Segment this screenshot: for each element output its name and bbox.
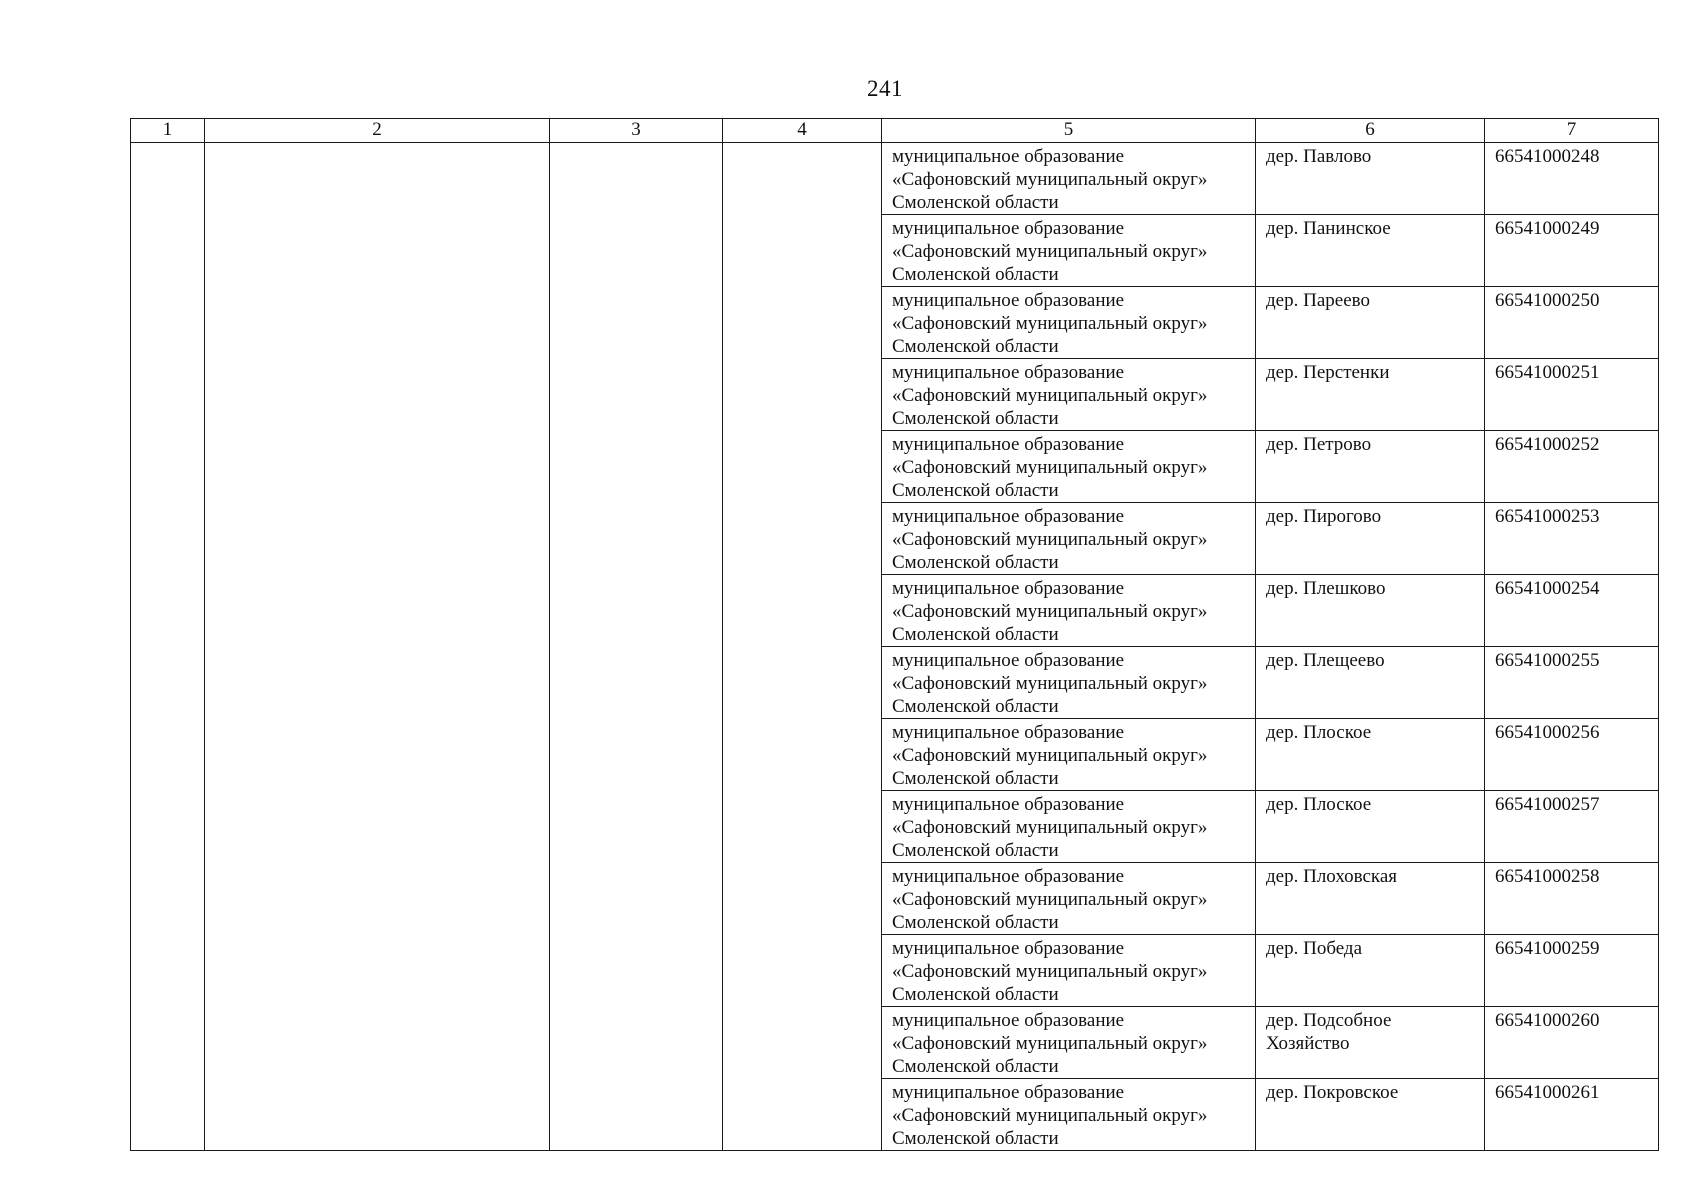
municipality-cell: [882, 575, 1256, 647]
code-cell: [1485, 503, 1659, 575]
municipality-cell: [882, 287, 1256, 359]
municipality-cell: [882, 431, 1256, 503]
code-text: 66541000257: [1495, 794, 1600, 815]
code-text: 66541000252: [1495, 434, 1600, 455]
settlement-cell: [1256, 935, 1485, 1007]
code-cell: [1485, 143, 1659, 215]
code-cell: [1485, 287, 1659, 359]
settlement-text: дер. Плоское: [1266, 722, 1372, 743]
code-text: 66541000255: [1495, 650, 1600, 671]
code-cell: [1485, 863, 1659, 935]
column-number-2: 2: [205, 119, 550, 143]
settlement-text: дер. Подсобное Хозяйство: [1266, 1010, 1392, 1054]
municipality-text: муниципальное образование «Сафоновский муниципальный округ» Смоленской области: [892, 650, 1208, 717]
municipality-cell: [882, 863, 1256, 935]
code-cell: [1485, 1007, 1659, 1079]
settlement-cell: [1256, 791, 1485, 863]
municipality-cell: [882, 143, 1256, 215]
municipality-text: муниципальное образование «Сафоновский муниципальный округ» Смоленской области: [892, 1010, 1208, 1077]
settlement-cell: [1256, 647, 1485, 719]
municipality-text: муниципальное образование «Сафоновский муниципальный округ» Смоленской области: [892, 794, 1208, 861]
settlement-text: дер. Плоское: [1266, 794, 1372, 815]
code-text: 66541000248: [1495, 146, 1600, 167]
municipality-text: муниципальное образование «Сафоновский муниципальный округ» Смоленской области: [892, 578, 1208, 645]
code-text: 66541000254: [1495, 578, 1600, 599]
settlement-cell: [1256, 359, 1485, 431]
column-number-3: 3: [550, 119, 723, 143]
code-cell: [1485, 935, 1659, 1007]
settlement-text: дер. Петрово: [1266, 434, 1372, 455]
code-text: 66541000258: [1495, 866, 1600, 887]
municipality-cell: [882, 647, 1256, 719]
municipality-cell: [882, 791, 1256, 863]
settlement-cell: [1256, 503, 1485, 575]
settlements-table: [130, 118, 1659, 1151]
settlement-cell: [1256, 215, 1485, 287]
merged-cell-col-2: [205, 143, 550, 1151]
code-cell: [1485, 1079, 1659, 1151]
municipality-cell: [882, 359, 1256, 431]
settlement-text: дер. Плоховская: [1266, 866, 1398, 887]
settlement-text: дер. Павлово: [1266, 146, 1372, 167]
settlement-cell: [1256, 719, 1485, 791]
municipality-text: муниципальное образование «Сафоновский муниципальный округ» Смоленской области: [892, 506, 1208, 573]
municipality-text: муниципальное образование «Сафоновский муниципальный округ» Смоленской области: [892, 722, 1208, 789]
merged-cell-col-1: [131, 143, 205, 1151]
code-text: 66541000251: [1495, 362, 1600, 383]
column-number-4: 4: [723, 119, 882, 143]
municipality-cell: [882, 503, 1256, 575]
settlement-cell: [1256, 143, 1485, 215]
settlement-text: дер. Победа: [1266, 938, 1363, 959]
settlement-cell: [1256, 287, 1485, 359]
code-cell: [1485, 791, 1659, 863]
code-text: 66541000250: [1495, 290, 1600, 311]
settlement-text: дер. Пареево: [1266, 290, 1370, 311]
settlement-text: дер. Пирогово: [1266, 506, 1382, 527]
municipality-text: муниципальное образование «Сафоновский муниципальный округ» Смоленской области: [892, 362, 1208, 429]
municipality-cell: [882, 215, 1256, 287]
column-number-row: [131, 119, 1659, 143]
code-text: 66541000253: [1495, 506, 1600, 527]
code-cell: [1485, 431, 1659, 503]
code-cell: [1485, 359, 1659, 431]
code-cell: [1485, 719, 1659, 791]
municipality-cell: [882, 935, 1256, 1007]
column-number-7: 7: [1485, 119, 1659, 143]
code-text: 66541000256: [1495, 722, 1600, 743]
municipality-text: муниципальное образование «Сафоновский муниципальный округ» Смоленской области: [892, 290, 1208, 357]
municipality-cell: [882, 1079, 1256, 1151]
settlement-text: дер. Плещеево: [1266, 650, 1385, 671]
municipality-text: муниципальное образование «Сафоновский муниципальный округ» Смоленской области: [892, 218, 1208, 285]
code-text: 66541000260: [1495, 1010, 1600, 1031]
settlement-text: дер. Перстенки: [1266, 362, 1390, 383]
settlement-text: дер. Покровское: [1266, 1082, 1399, 1103]
municipality-text: муниципальное образование «Сафоновский муниципальный округ» Смоленской области: [892, 1082, 1208, 1149]
municipality-text: муниципальное образование «Сафоновский муниципальный округ» Смоленской области: [892, 146, 1208, 213]
municipality-cell: [882, 1007, 1256, 1079]
settlement-cell: [1256, 575, 1485, 647]
column-number-1: 1: [131, 119, 205, 143]
settlement-cell: [1256, 431, 1485, 503]
code-text: 66541000259: [1495, 938, 1600, 959]
settlement-cell: [1256, 1079, 1485, 1151]
settlement-text: дер. Плешково: [1266, 578, 1386, 599]
merged-cell-col-4: [723, 143, 882, 1151]
municipality-text: муниципальное образование «Сафоновский муниципальный округ» Смоленской области: [892, 434, 1208, 501]
code-cell: [1485, 575, 1659, 647]
code-text: 66541000261: [1495, 1082, 1600, 1103]
settlement-text: дер. Панинское: [1266, 218, 1391, 239]
page-number: 241: [867, 76, 903, 101]
column-number-6: 6: [1256, 119, 1485, 143]
municipality-text: муниципальное образование «Сафоновский муниципальный округ» Смоленской области: [892, 866, 1208, 933]
table-row: [131, 143, 1659, 215]
settlement-cell: [1256, 863, 1485, 935]
code-cell: [1485, 647, 1659, 719]
municipality-text: муниципальное образование «Сафоновский муниципальный округ» Смоленской области: [892, 938, 1208, 1005]
settlement-cell: [1256, 1007, 1485, 1079]
municipality-cell: [882, 719, 1256, 791]
code-text: 66541000249: [1495, 218, 1600, 239]
code-cell: [1485, 215, 1659, 287]
column-number-5: 5: [882, 119, 1256, 143]
merged-cell-col-3: [550, 143, 723, 1151]
